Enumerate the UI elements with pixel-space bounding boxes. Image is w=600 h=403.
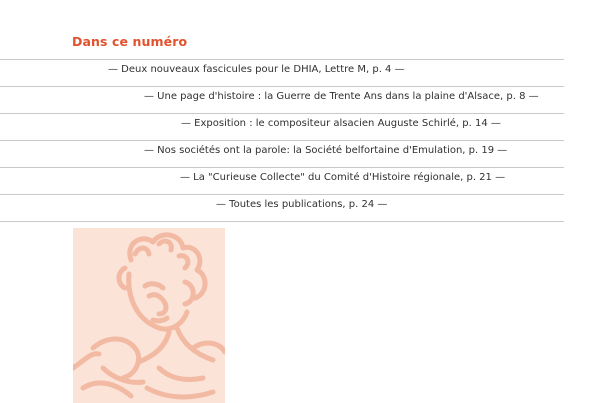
toc-entry-dhia[interactable]: — Deux nouveaux fascicules pour le DHIA, Lettre M, p. 4 — — [108, 64, 405, 75]
sketch-figure-drawing — [73, 228, 225, 403]
toc-entry-guerre-trente-ans[interactable]: — Une page d'histoire : la Guerre de Trente Ans dans la plaine d'Alsace, p. 8 — — [144, 91, 539, 102]
illustration-figure — [73, 228, 225, 403]
toc-row — [0, 114, 564, 141]
table-of-contents — [0, 59, 564, 222]
toc-entry-publications[interactable]: — Toutes les publications, p. 24 — — [216, 199, 388, 210]
toc-entry-exposition-schirle[interactable]: — Exposition : le compositeur alsacien Auguste Schirlé, p. 14 — — [181, 118, 501, 129]
toc-entry-curieuse-collecte[interactable]: — La "Curieuse Collecte" du Comité d'Histoire régionale, p. 21 — — [180, 172, 506, 183]
toc-row — [0, 141, 564, 168]
toc-row — [0, 195, 564, 222]
toc-row — [0, 87, 564, 114]
toc-row — [0, 168, 564, 195]
toc-row — [0, 59, 564, 87]
section-title: Dans ce numéro — [72, 34, 188, 49]
toc-entry-societe-belfortaine[interactable]: — Nos sociétés ont la parole: la Société belfortaine d'Emulation, p. 19 — — [144, 145, 508, 156]
